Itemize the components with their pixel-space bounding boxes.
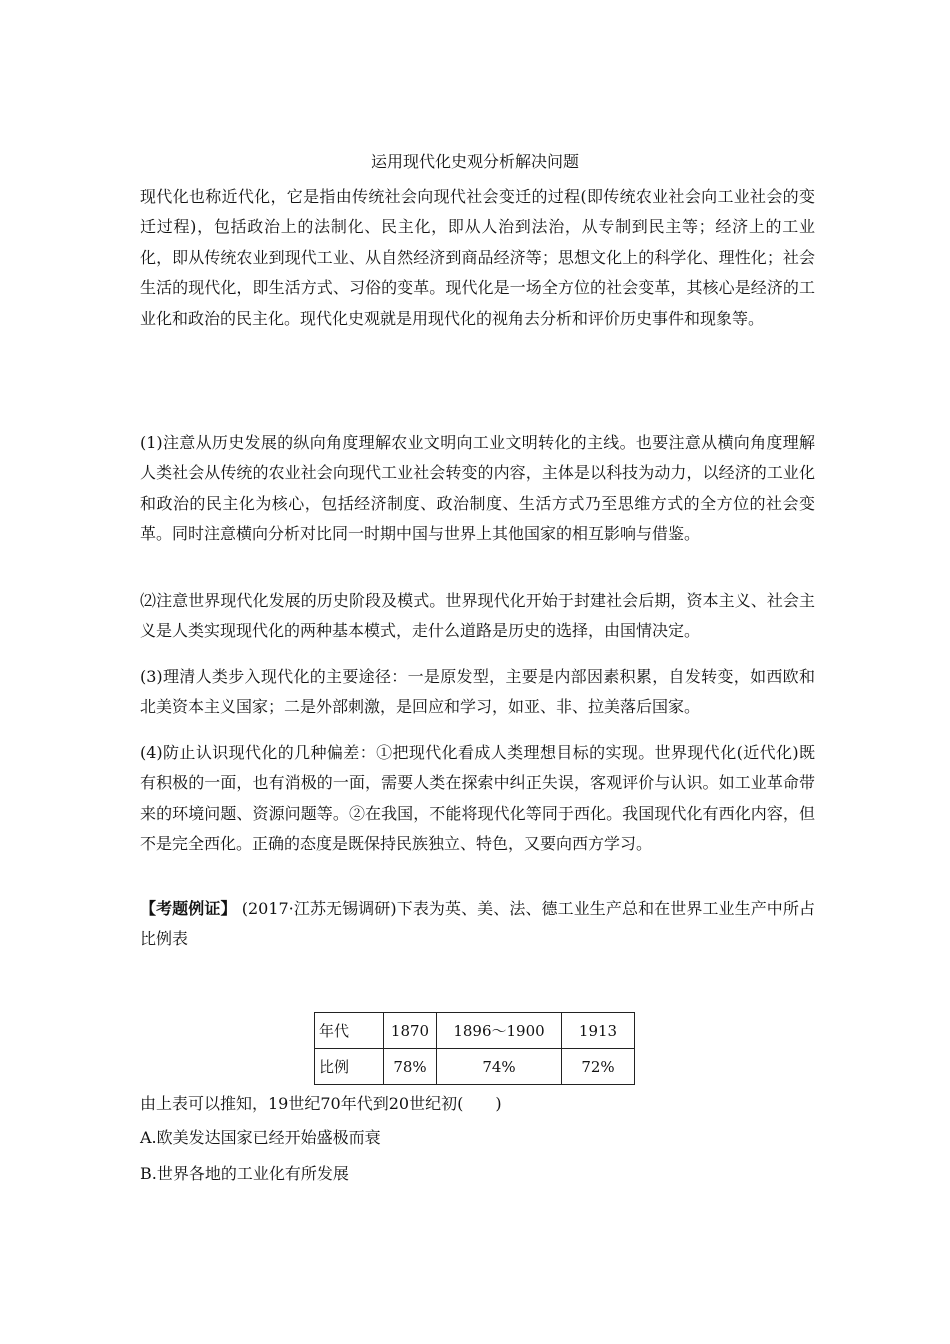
option-a: A.欧美发达国家已经开始盛极而衰 bbox=[140, 1128, 381, 1147]
table-cell-ratio: 78% bbox=[384, 1049, 437, 1085]
table-cell-ratio: 74% bbox=[437, 1049, 562, 1085]
point-4-paragraph: (4)防止认识现代化的几种偏差：①把现代化看成人类理想目标的实现。世界现代化(近代化)既有积极的一面，也有消极的一面，需要人类在探索中纠正失误，客观评价与认识。如工业革命带来的环境问题、资源问题等。②在我国，不能将现代化等同于西化。我国现代化有西化内容，但不是完全西化。正确的态度是既保持民族独立、特色，又要向西方学习。 bbox=[140, 743, 815, 854]
intro-paragraph: 现代化也称近代化，它是指由传统社会向现代社会变迁的过程(即传统农业社会向工业社会的变迁过程)，包括政治上的法制化、民主化，即从人治到法治，从专制到民主等；经济上的工业化，即从传统农业到现代工业、从自然经济到商品经济等；思想文化上的科学化、理性化；社会生活的现代化，即生活方式、习俗的变革。现代化是一场全方位的社会变革，其核心是经济的工业化和政治的民主化。现代化史观就是用现代化的视角去分析和评价历史事件和现象等。 bbox=[140, 187, 815, 328]
point-1-paragraph: (1)注意从历史发展的纵向角度理解农业文明向工业文明转化的主线。也要注意从横向角度理解人类社会从传统的农业社会向现代工业社会转变的内容，主体是以科技为动力，以经济的工业化和政治的民主化为核心，包括经济制度、政治制度、生活方式乃至思维方式的全方位的社会变革。同时注意横向分析对比同一时期中国与世界上其他国家的相互影响与借鉴。 bbox=[140, 433, 815, 544]
page-title: 运用现代化史观分析解决问题 bbox=[370, 152, 579, 171]
table-cell-year: 1870 bbox=[384, 1013, 437, 1049]
table-cell-year: 1896～1900 bbox=[437, 1013, 562, 1049]
example-tag: 【考题例证】 bbox=[140, 899, 237, 918]
ratio-table bbox=[314, 1012, 635, 1085]
question-text: 由上表可以推知，19世纪70年代到20世纪初( ) bbox=[140, 1094, 502, 1113]
example-paragraph bbox=[140, 894, 815, 955]
point-3-paragraph: (3)理清人类步入现代化的主要途径：一是原发型，主要是内部因素积累，自发转变，如西欧和北美资本主义国家；二是外部刺激，是回应和学习，如亚、非、拉美落后国家。 bbox=[140, 667, 815, 717]
table-cell-year: 1913 bbox=[562, 1013, 635, 1049]
table-row-header-ratio: 比例 bbox=[315, 1049, 384, 1085]
table-row bbox=[315, 1049, 635, 1085]
example-text: (2017·江苏无锡调研)下表为英、美、法、德工业生产总和在世界工业生产中所占比例表 bbox=[140, 899, 815, 949]
table-cell-ratio: 72% bbox=[562, 1049, 635, 1085]
table-row-header-years: 年代 bbox=[315, 1013, 384, 1049]
option-b: B.世界各地的工业化有所发展 bbox=[140, 1164, 349, 1183]
table-row bbox=[315, 1013, 635, 1049]
point-2-paragraph: ⑵注意世界现代化发展的历史阶段及模式。世界现代化开始于封建社会后期，资本主义、社会主义是人类实现现代化的两种基本模式，走什么道路是历史的选择，由国情决定。 bbox=[140, 591, 815, 641]
